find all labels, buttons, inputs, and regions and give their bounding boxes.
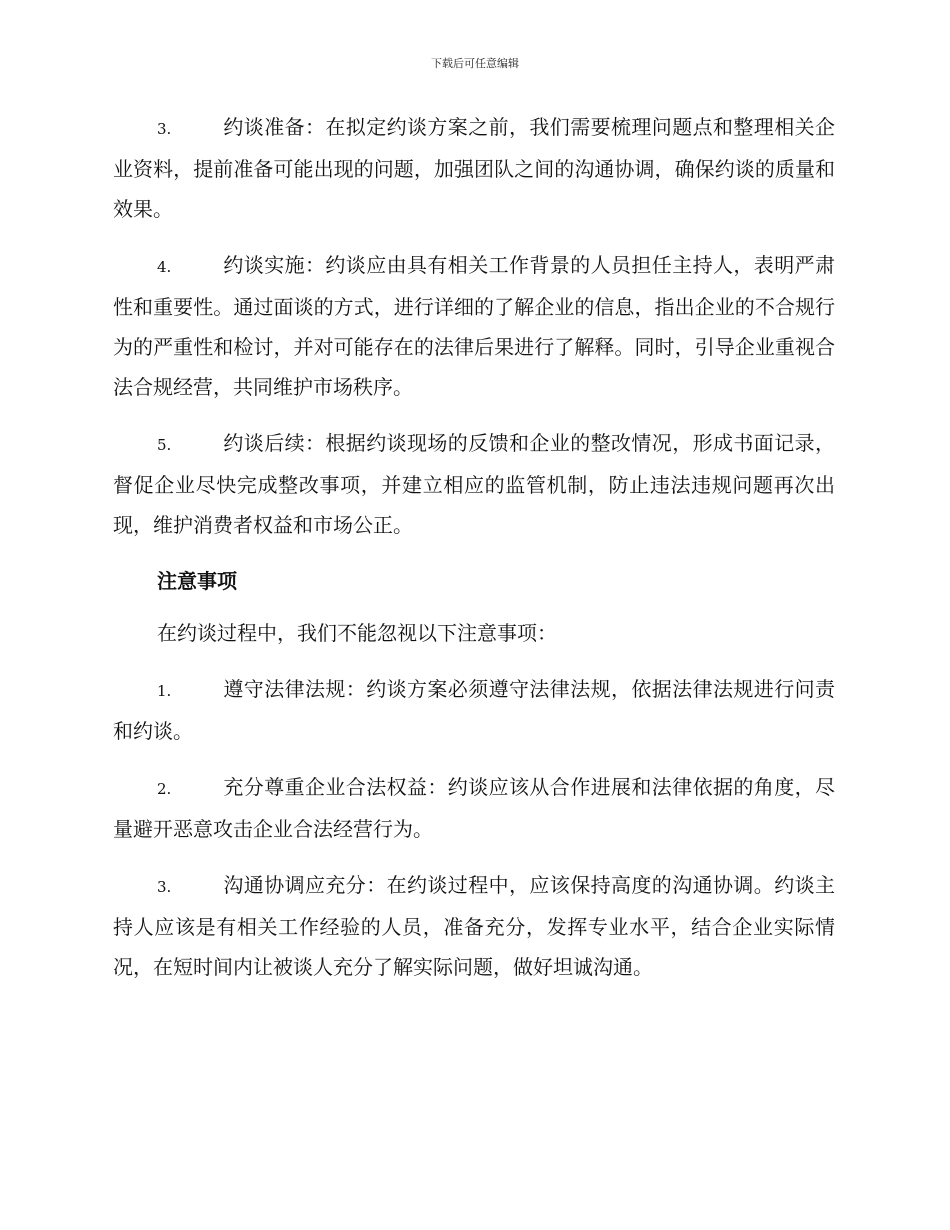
- list-item-4: [113, 245, 835, 407]
- section-intro: 在约谈过程中，我们不能忽视以下注意事项：: [157, 621, 557, 645]
- page-header: 下载后可任意编辑: [431, 57, 519, 70]
- list-number: 5.: [157, 436, 172, 454]
- list-item-text: 沟通协调应充分：在约谈过程中，应该保持高度的沟通协调。约谈主持人应该是有相关工作经验的人员，准备充分，发挥专业水平，结合企业实际情况，在短时间内让被谈人充分了解实际问题，做好坦诚沟通。: [113, 873, 835, 979]
- note-item-2: [113, 767, 835, 849]
- list-number: 2.: [157, 780, 172, 798]
- list-item-text: 约谈准备：在拟定约谈方案之前，我们需要梳理问题点和整理相关企业资料，提前准备可能出现的问题，加强团队之间的沟通协调，确保约谈的质量和效果。: [113, 115, 835, 221]
- list-number: 4.: [157, 258, 172, 276]
- list-item-text: 约谈后续：根据约谈现场的反馈和企业的整改情况，形成书面记录，督促企业尽快完成整改事项，并建立相应的监管机制，防止违法违规问题再次出现，维护消费者权益和市场公正。: [113, 431, 835, 537]
- list-item-text: 充分尊重企业合法权益：约谈应该从合作进展和法律依据的角度，尽量避开恶意攻击企业合法经营行为。: [113, 775, 835, 841]
- section-heading: 注意事项: [157, 569, 237, 593]
- list-item-text: 约谈实施：约谈应由具有相关工作背景的人员担任主持人，表明严肃性和重要性。通过面谈的方式，进行详细的了解企业的信息，指出企业的不合规行为的严重性和检讨，并对可能存在的法律后果进行了解释。同时，引导企业重视合法合规经营，共同维护市场秩序。: [113, 253, 835, 399]
- note-item-1: [113, 669, 835, 751]
- list-number: 3.: [157, 120, 172, 138]
- list-item-3: [113, 107, 835, 229]
- list-number: 1.: [157, 682, 172, 700]
- document-body: [113, 107, 835, 1003]
- list-item-5: [113, 423, 835, 545]
- list-number: 3.: [157, 878, 172, 896]
- note-item-3: [113, 865, 835, 987]
- list-item-text: 遵守法律法规：约谈方案必须遵守法律法规，依据法律法规进行问责和约谈。: [113, 677, 835, 743]
